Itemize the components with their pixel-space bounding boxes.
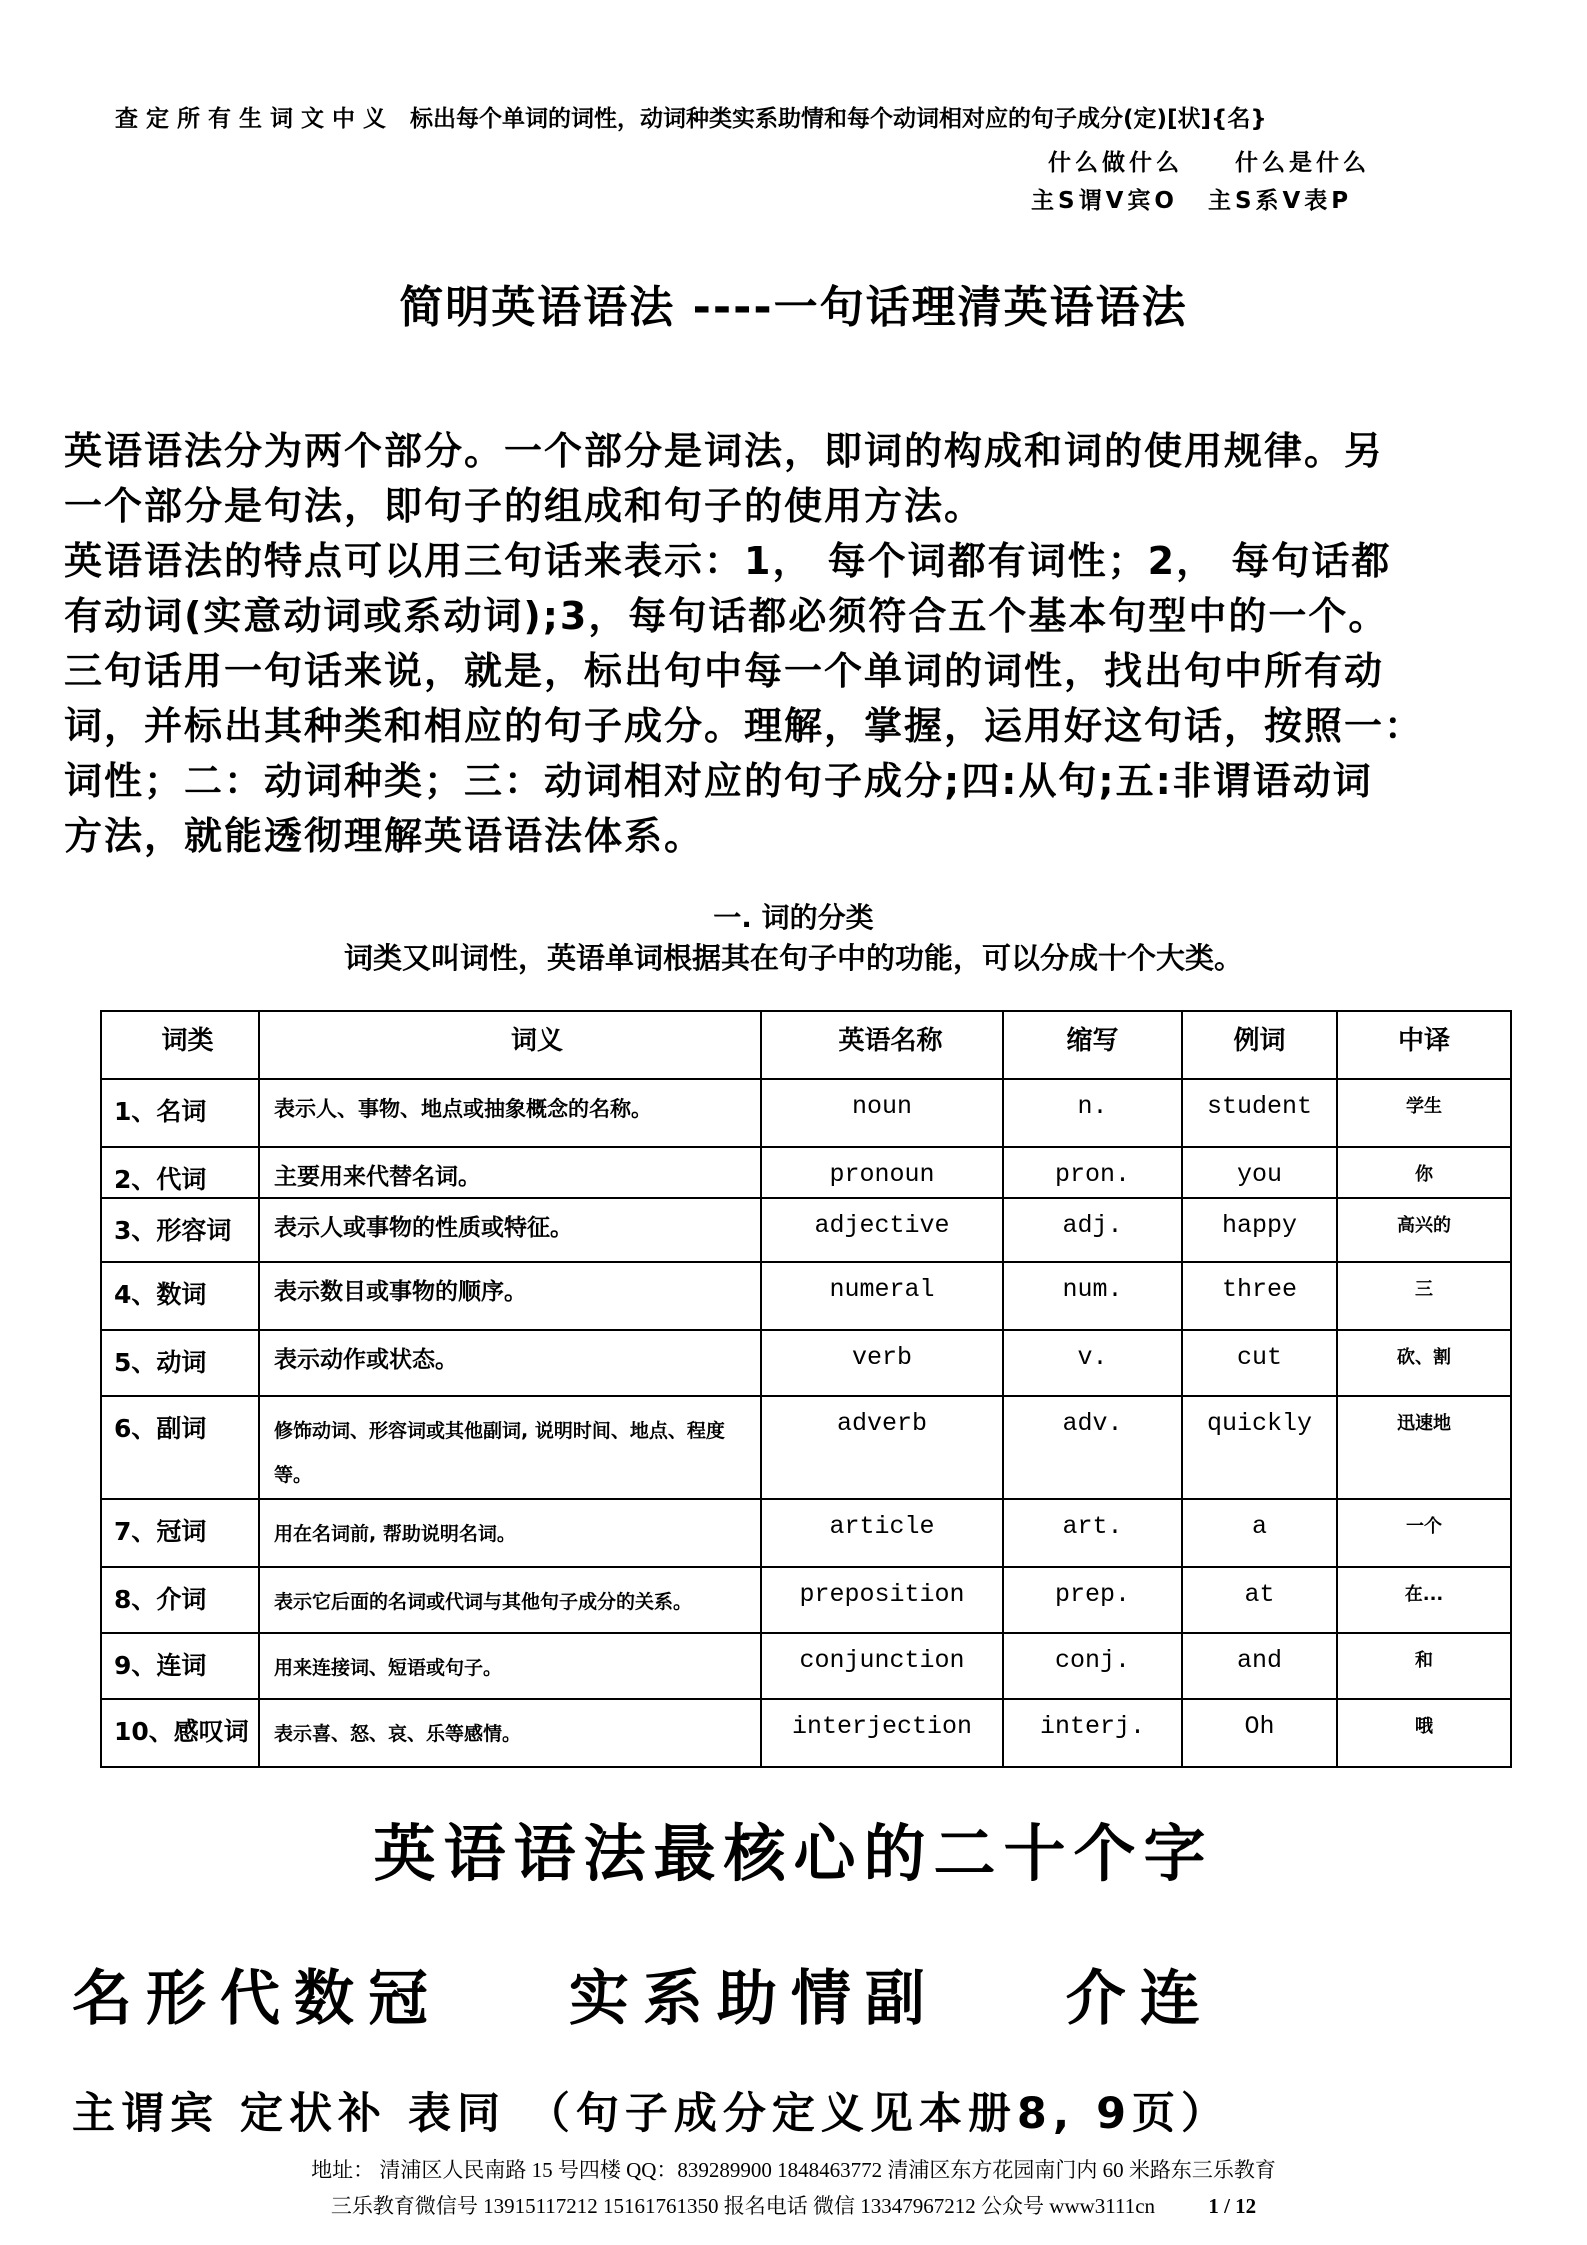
english-name: pronoun <box>761 1147 1003 1198</box>
footer <box>0 2152 1587 2224</box>
word-meaning: 表示喜、怒、哀、乐等感情。 <box>259 1699 761 1767</box>
page-title: 简明英语语法 ----一句话理清英语语法 <box>399 282 1188 333</box>
word-class: 9、连词 <box>101 1633 259 1699</box>
intro-line: 英语语法分为两个部分。一个部分是词法，即词的构成和词的使用规律。另 <box>64 429 1385 473</box>
abbreviation: pron. <box>1003 1147 1182 1198</box>
col-header-example: 例词 <box>1182 1011 1337 1079</box>
note-lead: 查定所有生词文中义 <box>115 106 394 132</box>
page-number: 1 / 12 <box>1208 2194 1257 2218</box>
chinese-translation: 在... <box>1337 1567 1511 1633</box>
example-word: three <box>1182 1262 1337 1330</box>
table-row-verb <box>101 1330 1511 1396</box>
intro-line: 英语语法的特点可以用三句话来表示：1， 每个词都有词性；2， 每句话都 <box>64 539 1392 583</box>
chinese-translation: 高兴的 <box>1337 1198 1511 1262</box>
chinese-translation: 你 <box>1337 1147 1511 1198</box>
intro-line: 词，并标出其种类和相应的句子成分。理解，掌握，运用好这句话，按照一： <box>64 704 1425 748</box>
table-row-conjunction <box>101 1633 1511 1699</box>
core-group-2: 实系助情副 <box>568 1964 939 2034</box>
word-class: 3、形容词 <box>101 1198 259 1262</box>
word-meaning: 用在名词前, 帮助说明名词。 <box>259 1499 761 1567</box>
chinese-translation: 三 <box>1337 1262 1511 1330</box>
core-group-3: 介连 <box>1065 1964 1214 2034</box>
header-notes <box>0 0 1587 216</box>
col-header-translation: 中译 <box>1337 1011 1511 1079</box>
section-subheading: 词类又叫词性，英语单词根据其在句子中的功能，可以分成十个大类。 <box>343 941 1243 975</box>
abbreviation: conj. <box>1003 1633 1182 1699</box>
note-line-1 <box>115 104 1587 134</box>
note-rest: 标出每个单词的词性，动词种类实系助情和每个动词相对应的句子成分(定)[状]{名} <box>410 106 1267 132</box>
word-meaning: 用来连接词、短语或句子。 <box>259 1633 761 1699</box>
word-class: 5、动词 <box>101 1330 259 1396</box>
chinese-translation: 和 <box>1337 1633 1511 1699</box>
intro-line: 方法，就能透彻理解英语语法体系。 <box>64 814 705 858</box>
phrase-be-what: 什么是什么 <box>1235 150 1371 176</box>
example-word: and <box>1182 1633 1337 1699</box>
core-group-1: 名形代数冠 <box>72 1964 442 2034</box>
note-line-3 <box>1031 186 1587 216</box>
english-name: numeral <box>761 1262 1003 1330</box>
abbreviation: interj. <box>1003 1699 1182 1767</box>
core-groups <box>72 1962 1587 2036</box>
word-class: 6、副词 <box>101 1396 259 1499</box>
word-class: 4、数词 <box>101 1262 259 1330</box>
word-class: 7、冠词 <box>101 1499 259 1567</box>
english-name: preposition <box>761 1567 1003 1633</box>
english-name: adjective <box>761 1198 1003 1262</box>
english-name: noun <box>761 1079 1003 1147</box>
pattern-svp: 主S系V表P <box>1207 188 1353 214</box>
abbreviation: art. <box>1003 1499 1182 1567</box>
table-row-interjection <box>101 1699 1511 1767</box>
table-header-row <box>101 1011 1511 1079</box>
chinese-translation: 砍、割 <box>1337 1330 1511 1396</box>
word-class: 10、感叹词 <box>101 1699 259 1767</box>
chinese-translation: 学生 <box>1337 1079 1511 1147</box>
word-class: 8、介词 <box>101 1567 259 1633</box>
core-heading: 英语语法最核心的二十个字 <box>373 1817 1214 1890</box>
note-line-2 <box>1048 148 1587 178</box>
word-class-table <box>100 1010 1512 1768</box>
example-word: a <box>1182 1499 1337 1567</box>
footer-line-1: 地址： 清浦区人民南路 15 号四楼 QQ：839289900 1848463772 清浦区东方花园南门内 60 米路东三乐教育 <box>311 2158 1276 2182</box>
example-word: you <box>1182 1147 1337 1198</box>
intro-line: 一个部分是句法，即句子的组成和句子的使用方法。 <box>64 484 985 528</box>
footer-contacts: 三乐教育微信号 13915117212 15161761350 报名电话 微信 13347967212 公众号 www3111cn <box>330 2194 1156 2218</box>
example-word: student <box>1182 1079 1337 1147</box>
word-meaning: 修饰动词、形容词或其他副词, 说明时间、地点、程度等。 <box>259 1396 761 1499</box>
chinese-translation: 一个 <box>1337 1499 1511 1567</box>
example-word: at <box>1182 1567 1337 1633</box>
english-name: article <box>761 1499 1003 1567</box>
example-word: cut <box>1182 1330 1337 1396</box>
intro-paragraph <box>64 424 1547 864</box>
table-row-numeral <box>101 1262 1511 1330</box>
pattern-svo: 主S谓V宾O <box>1031 188 1178 214</box>
chinese-translation: 迅速地 <box>1337 1396 1511 1499</box>
abbreviation: v. <box>1003 1330 1182 1396</box>
example-word: quickly <box>1182 1396 1337 1499</box>
sentence-roles-line: 主谓宾 定状补 表同 （句子成分定义见本册8, 9页） <box>72 2089 1231 2139</box>
english-name: verb <box>761 1330 1003 1396</box>
table-row-pronoun <box>101 1147 1511 1198</box>
table-row-preposition <box>101 1567 1511 1633</box>
example-word: happy <box>1182 1198 1337 1262</box>
word-class: 2、代词 <box>101 1147 259 1198</box>
english-name: adverb <box>761 1396 1003 1499</box>
footer-line-2 <box>0 2188 1587 2224</box>
abbreviation: prep. <box>1003 1567 1182 1633</box>
intro-line: 三句话用一句话来说，就是，标出句中每一个单词的词性，找出句中所有动 <box>64 649 1385 693</box>
abbreviation: num. <box>1003 1262 1182 1330</box>
section-heading: 一. 词的分类 <box>713 901 874 934</box>
word-meaning: 表示人或事物的性质或特征。 <box>259 1198 761 1262</box>
intro-line: 有动词(实意动词或系动词);3，每句话都必须符合五个基本句型中的一个。 <box>64 594 1389 638</box>
table-row-article <box>101 1499 1511 1567</box>
chinese-translation: 哦 <box>1337 1699 1511 1767</box>
col-header-abbreviation: 缩写 <box>1003 1011 1182 1079</box>
abbreviation: n. <box>1003 1079 1182 1147</box>
word-meaning: 表示数目或事物的顺序。 <box>259 1262 761 1330</box>
table-row-adverb <box>101 1396 1511 1499</box>
abbreviation: adj. <box>1003 1198 1182 1262</box>
word-meaning: 主要用来代替名词。 <box>259 1147 761 1198</box>
word-class: 1、名词 <box>101 1079 259 1147</box>
col-header-english: 英语名称 <box>761 1011 1003 1079</box>
abbreviation: adv. <box>1003 1396 1182 1499</box>
english-name: conjunction <box>761 1633 1003 1699</box>
table-row-adjective <box>101 1198 1511 1262</box>
phrase-do-what: 什么做什么 <box>1048 150 1183 176</box>
word-meaning: 表示动作或状态。 <box>259 1330 761 1396</box>
col-header-word-class: 词类 <box>101 1011 259 1079</box>
example-word: Oh <box>1182 1699 1337 1767</box>
word-meaning: 表示人、事物、地点或抽象概念的名称。 <box>259 1079 761 1147</box>
intro-line: 词性；二：动词种类；三：动词相对应的句子成分;四:从句;五:非谓语动词 <box>64 759 1373 803</box>
col-header-meaning: 词义 <box>259 1011 761 1079</box>
table-row-noun <box>101 1079 1511 1147</box>
english-name: interjection <box>761 1699 1003 1767</box>
word-meaning: 表示它后面的名词或代词与其他句子成分的关系。 <box>259 1567 761 1633</box>
